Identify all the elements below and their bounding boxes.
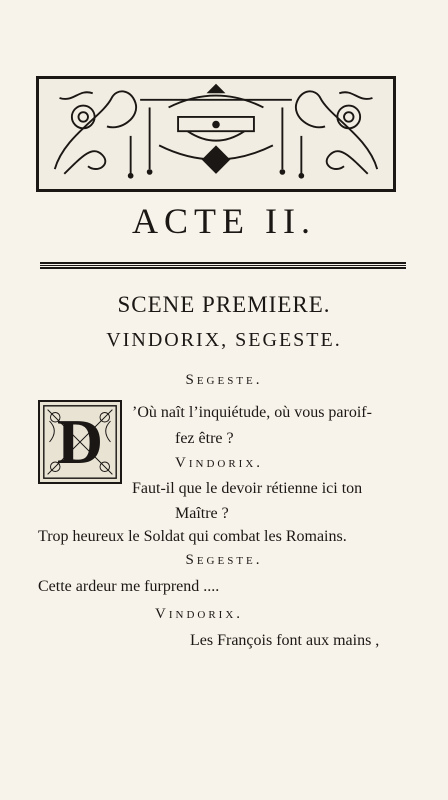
verse-line: Cette ardeur me furprend .... (38, 578, 220, 595)
verse-line: Faut-il que le devoir rétienne ici ton (132, 480, 363, 497)
ornamental-headpiece-icon (36, 76, 396, 192)
dropcap-letter: D (56, 406, 104, 477)
speaker-label: Vindorix. (175, 455, 264, 471)
speaker-label: Segeste. (185, 372, 263, 388)
verse-line: fez être ? (175, 430, 234, 447)
verse-line: Trop heureux le Soldat qui combat les Romains. (38, 528, 347, 545)
scene-title: SCENE PREMIERE. (117, 292, 331, 317)
speaker-label: Segeste. (185, 552, 263, 568)
characters-list: VINDORIX, SEGESTE. (106, 329, 342, 351)
act-title: ACTE II. (132, 201, 316, 241)
double-rule-divider (40, 262, 406, 269)
speaker-label: Vindorix. (155, 606, 244, 622)
decorated-initial-icon (38, 400, 122, 484)
verse-line: Les François font aux mains , (190, 632, 380, 649)
verse-line: ’Où naît l’inquiétude, où vous paroif- (132, 404, 372, 421)
verse-line: Maître ? (175, 505, 229, 522)
